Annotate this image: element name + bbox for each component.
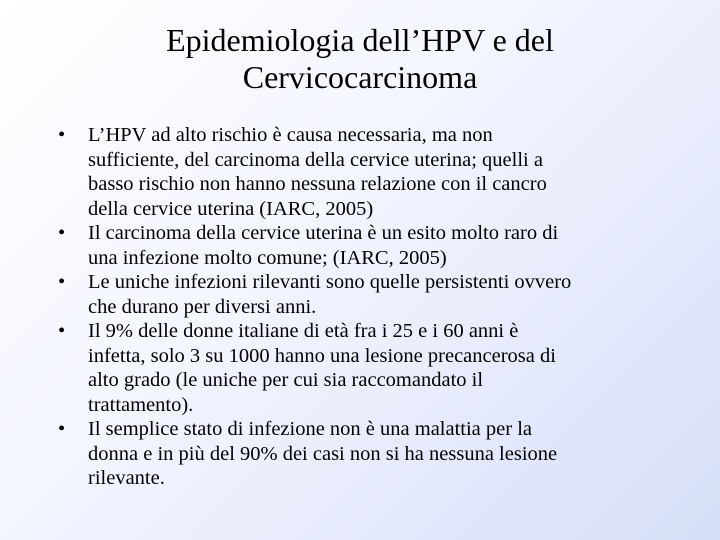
bullet-item-2 <box>56 221 666 270</box>
slide-title-line-1: Epidemiologia dell’HPV e del <box>166 22 554 58</box>
bullet-line: sufficiente, del carcinoma della cervice uterina; quelli a <box>88 148 543 171</box>
bullet-line: L’HPV ad alto rischio è causa necessaria, ma non <box>88 124 493 146</box>
bullet-item-3 <box>56 270 666 319</box>
bullet-item-5 <box>56 417 666 491</box>
bullet-marker: • <box>58 271 66 293</box>
bullet-item-4 <box>56 319 666 417</box>
bullet-line: Le uniche infezioni rilevanti sono quelle persistenti ovvero <box>88 271 572 293</box>
bullet-line: basso rischio non hanno nessuna relazione con il cancro <box>88 173 547 195</box>
bullet-item-1 <box>56 123 666 221</box>
bullet-marker: • <box>58 124 66 146</box>
bullet-line: alto grado (le uniche per cui sia raccomandato il <box>88 369 484 391</box>
bullet-line: una infezione molto comune; (IARC, 2005) <box>88 246 447 269</box>
bullet-list <box>56 123 666 491</box>
bullet-marker: • <box>58 418 66 440</box>
bullet-line: donna e in più del 90% dei casi non si ha nessuna lesione <box>88 442 558 465</box>
bullet-line: trattamento). <box>88 393 194 416</box>
bullet-marker: • <box>58 222 66 244</box>
bullet-line: della cervice uterina (IARC, 2005) <box>88 197 374 220</box>
slide-title <box>40 22 680 96</box>
bullet-line: Il semplice stato di infezione non è una malattia per la <box>88 418 533 440</box>
bullet-marker: • <box>58 320 66 342</box>
bullet-line: infetta, solo 3 su 1000 hanno una lesione precancerosa di <box>88 344 556 367</box>
slide-title-line-2: Cervicocarcinoma <box>242 59 478 95</box>
bullet-line: Il carcinoma della cervice uterina è un esito molto raro di <box>88 222 559 244</box>
bullet-line: Il 9% delle donne italiane di età fra i 25 e i 60 anni è <box>88 320 519 342</box>
bullet-line: rilevante. <box>88 467 165 489</box>
bullet-line: che durano per diversi anni. <box>88 295 317 318</box>
